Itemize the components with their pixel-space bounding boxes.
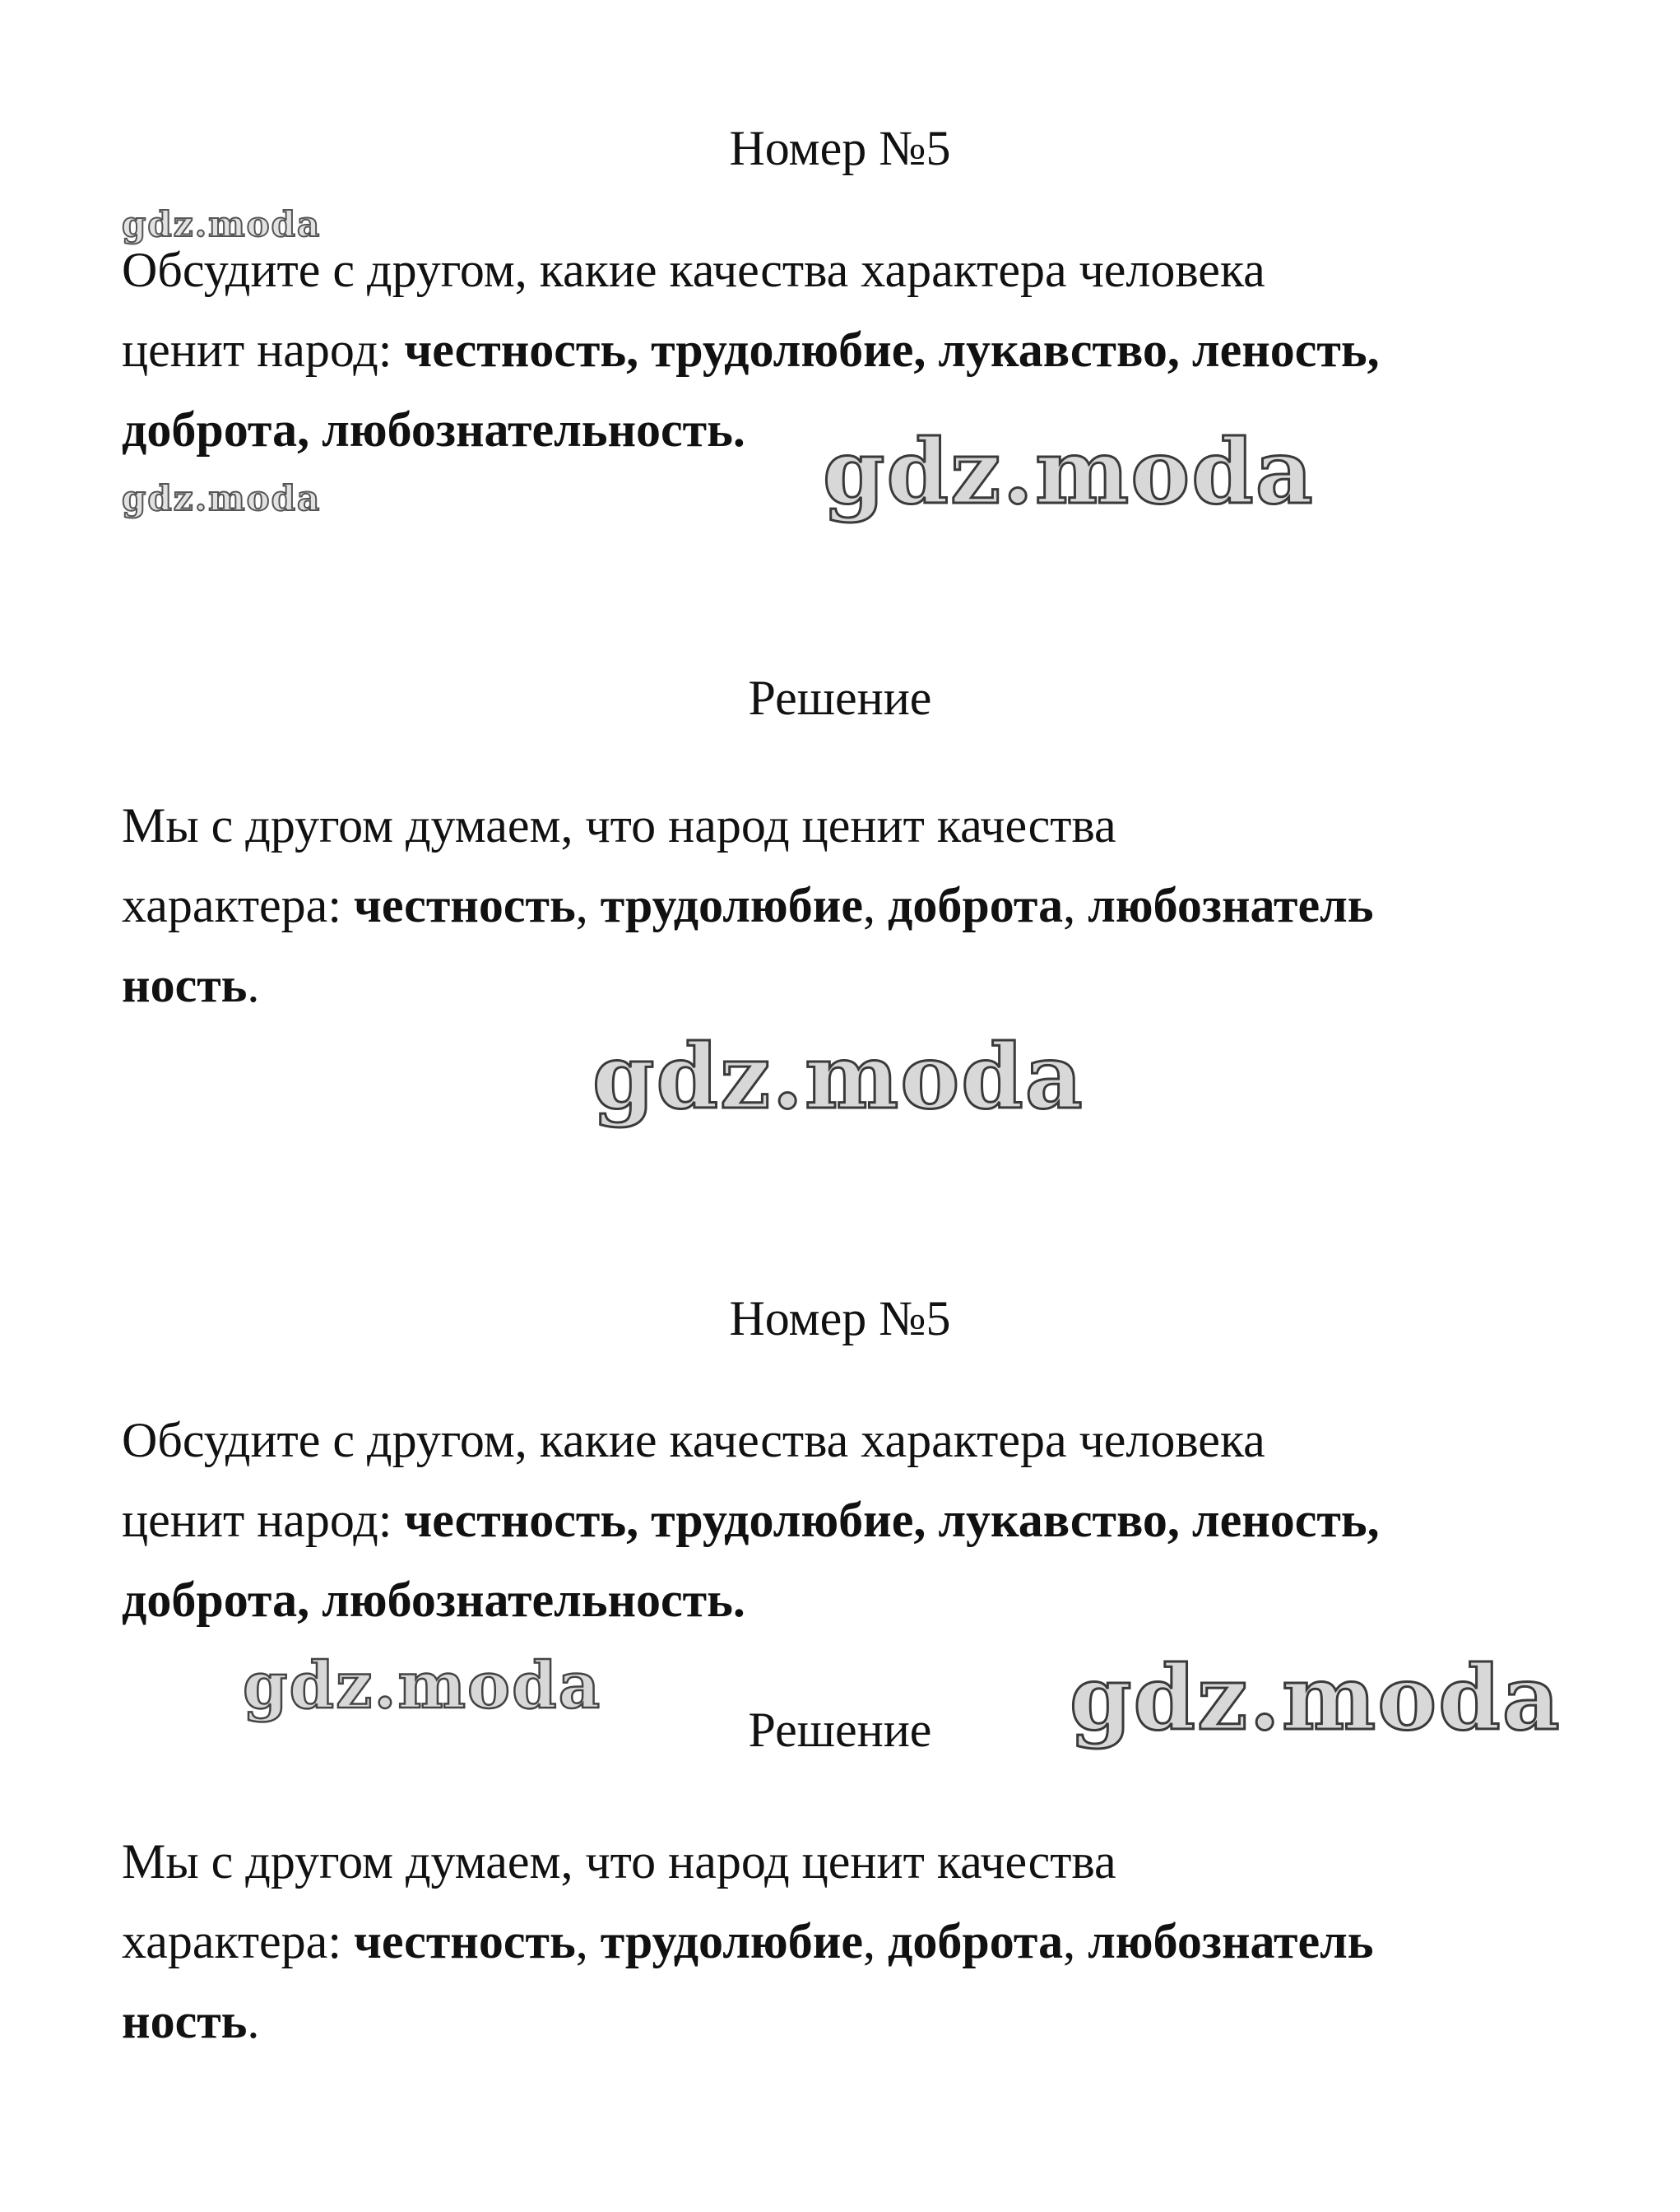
answer-text-1 [122, 786, 1570, 1025]
solution-title-2: Решение [748, 1703, 932, 1757]
watermark-logo: gdz.moda [1070, 1647, 1562, 1750]
answer-line-3: ность. [122, 958, 260, 1012]
answer-line-2: характера: честность, трудолюбие, доброта, любознатель [122, 878, 1374, 932]
task-title-1: Номер №5 [729, 121, 951, 175]
task-line-3: доброта, любознательность. [122, 402, 745, 457]
task-line-3: доброта, любознательность. [122, 1573, 745, 1627]
answer-line-1: Мы с другом думаем, что народ ценит качества [122, 1834, 1116, 1889]
task-qualities-list: честность, трудолюбие, лукавство, леность, [404, 1493, 1380, 1547]
watermark-logo: gdz.moda [243, 1648, 602, 1723]
solution-title-1: Решение [748, 671, 932, 725]
task-line-2: ценит народ: честность, трудолюбие, лукавство, леность, [122, 323, 1380, 377]
task-title-2: Номер №5 [729, 1291, 951, 1345]
answer-line-2: характера: честность, трудолюбие, доброта, любознатель [122, 1914, 1374, 1968]
task-qualities-list: честность, трудолюбие, лукавство, леность, [404, 323, 1380, 377]
watermark-logo: gdz.moda [122, 478, 322, 518]
answer-text-2 [122, 1822, 1570, 2061]
answer-line-3: ность. [122, 1994, 260, 2048]
task-line-1: Обсудите с другом, какие качества характера человека [122, 243, 1265, 297]
watermark-logo: gdz.moda [122, 204, 322, 244]
task-text-2 [122, 1401, 1570, 1640]
answer-line-1: Мы с другом думаем, что народ ценит качества [122, 798, 1116, 853]
task-line-2: ценит народ: честность, трудолюбие, лукавство, леность, [122, 1493, 1380, 1547]
watermark-logo: gdz.moda [592, 1025, 1084, 1129]
watermark-logo: gdz.moda [823, 421, 1315, 524]
task-line-1: Обсудите с другом, какие качества характера человека [122, 1413, 1265, 1467]
